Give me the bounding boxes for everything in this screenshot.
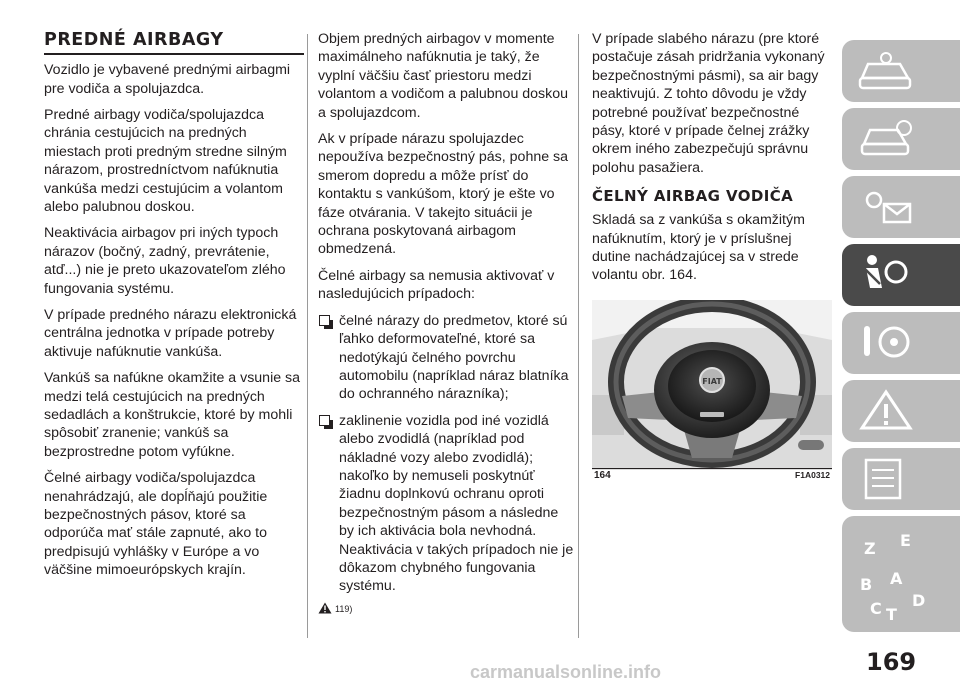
tools-steering-icon	[856, 320, 916, 366]
figure-number: 164	[594, 470, 611, 481]
paragraph: Vozidlo je vybavené prednými airbagmi pre vodiča a spolujazdca.	[44, 62, 291, 97]
svg-text:E: E	[900, 531, 911, 550]
warning-triangle-icon	[318, 602, 332, 614]
paragraph: V prípade predného nárazu elektronická centrálna jednotka v prípade potreby aktivuje nafúknutie vankúša.	[44, 307, 297, 360]
car-dashboard-icon	[856, 48, 916, 94]
list-item: zaklinenie vozidla pod iné vozidlá alebo zvodidlá (napríklad pod nákladné vozy alebo zvodidlá); nakoľko by nemuseli poskytnúť žiadnu doplnkovú ochranu oproti bezpečnostným pásom a následne by ich aktivácia bola nevhodná. Neaktivácia v takých prípadoch nie je dôkazom chybného fungovania systému.	[318, 412, 574, 596]
tab-dashboard[interactable]	[842, 40, 960, 102]
document-list-icon	[856, 456, 916, 502]
page-number: 169	[866, 648, 917, 676]
column-divider	[578, 34, 579, 638]
paragraph: V prípade slabého nárazu (pre ktoré postačuje zásah pridržania vykonaný bezpečnostnými pásmi), sa air bagy neaktivujú. Z tohto dôvodu je vždy potrebné používať bezpečnostné pásy, ktoré v prípade čelnej zrážky okrem iného zabezpečujú správnu polohu pasažiera.	[592, 31, 825, 176]
svg-text:D: D	[912, 591, 926, 610]
svg-text:B: B	[860, 575, 873, 594]
column-divider	[307, 34, 308, 638]
paragraph: Skladá sa z vankúša s okamžitým nafúknutím, ktorý je v príslušnej dutine nachádzajúcej sa v strede volantu obr. 164.	[592, 212, 805, 284]
figure-caption	[592, 470, 832, 486]
svg-text:C: C	[870, 599, 882, 618]
checkbox-bullet-icon	[319, 415, 330, 426]
car-warning-icon	[856, 116, 916, 162]
bullet-list	[318, 312, 574, 596]
paragraph: Čelné airbagy vodiča/spolujazdca nenahrádzajú, ale dopĺňajú použitie bezpečnostných pásov, ktoré sa odporúča mať stále zapnuté, ako to predpisujú vyhlášky v Európe a vo väčšine mimoeurópskych krajín.	[44, 470, 268, 579]
section-heading: PREDNÉ AIRBAGY	[44, 30, 304, 55]
paragraph: Vankúš sa nafúkne okamžite a vsunie sa medzi telá cestujúcich na predných sedadlách a konštrukcie, ktoré by mohli spôsobiť zranenie; vankúš sa bezprostredne potom vyfúkne.	[44, 370, 301, 460]
tab-emergency[interactable]	[842, 380, 960, 442]
warning-triangle-icon	[856, 388, 916, 434]
paragraph: Ak v prípade nárazu spolujazdec nepoužíva bezpečnostný pás, pohne sa smerom dopredu a môže prísť do kontaktu s vankúšom, ktorý je ešte vo fáze otvárania. V takejto situácii je ochrana poskytovaná airbagom obmedzená.	[318, 131, 569, 258]
watermark: carmanualsonline.info	[470, 662, 662, 682]
alphabet-index-icon	[856, 524, 936, 624]
warning-reference	[318, 602, 574, 614]
figure-code: F1A0312	[795, 470, 830, 480]
column-2	[318, 30, 574, 614]
paragraph: Objem predných airbagov v momente maximálneho nafúknutia je taký, že vyplní väčšiu časť priestoru medzi volantom a vodičom a palubnou doskou a spolujazdcom.	[318, 31, 569, 121]
warning-ref-number: 119)	[335, 603, 353, 614]
checkbox-bullet-icon	[319, 315, 330, 326]
tab-starting-driving[interactable]	[842, 312, 960, 374]
light-envelope-icon	[856, 184, 916, 230]
airbag-seatbelt-icon	[856, 252, 916, 298]
subsection-heading: ČELNÝ AIRBAG VODIČA	[592, 187, 794, 206]
figure-rule	[592, 468, 832, 469]
paragraph: Predné airbagy vodiča/spolujazdca chránia cestujúcich na predných miestach proti predným stredne silným nárazom, prostredníctvom nafúknutia vankúša medzi cestujúcim a volantom alebo palubnou doskou.	[44, 106, 287, 215]
fiat-logo: FIAT	[702, 377, 722, 386]
tab-technical-data[interactable]	[842, 448, 960, 510]
list-item: čelné nárazy do predmetov, ktoré sú ľahko deformovateľné, ktoré sa nedotýkajú čelného povrchu automobilu (napríklad náraz blatníka do ochranného nárazníka);	[318, 312, 574, 404]
steering-wheel-illustration	[592, 300, 832, 470]
column-3	[592, 30, 832, 293]
tab-warning-lights[interactable]	[842, 108, 960, 170]
paragraph: Neaktivácia airbagov pri iných typoch nárazov (bočný, zadný, prevrátenie, atď...) nie je preto ukazovateľom zlého fungovania systému.	[44, 225, 286, 297]
tab-lights-messages[interactable]	[842, 176, 960, 238]
svg-text:Z: Z	[864, 539, 876, 558]
tab-safety[interactable]	[842, 244, 960, 306]
svg-text:A: A	[890, 569, 903, 588]
figure-steering-wheel	[592, 300, 832, 490]
paragraph: Čelné airbagy sa nemusia aktivovať v nasledujúcich prípadoch:	[318, 267, 555, 303]
tab-index[interactable]	[842, 516, 960, 632]
svg-text:T: T	[886, 605, 897, 624]
column-1	[44, 30, 304, 588]
